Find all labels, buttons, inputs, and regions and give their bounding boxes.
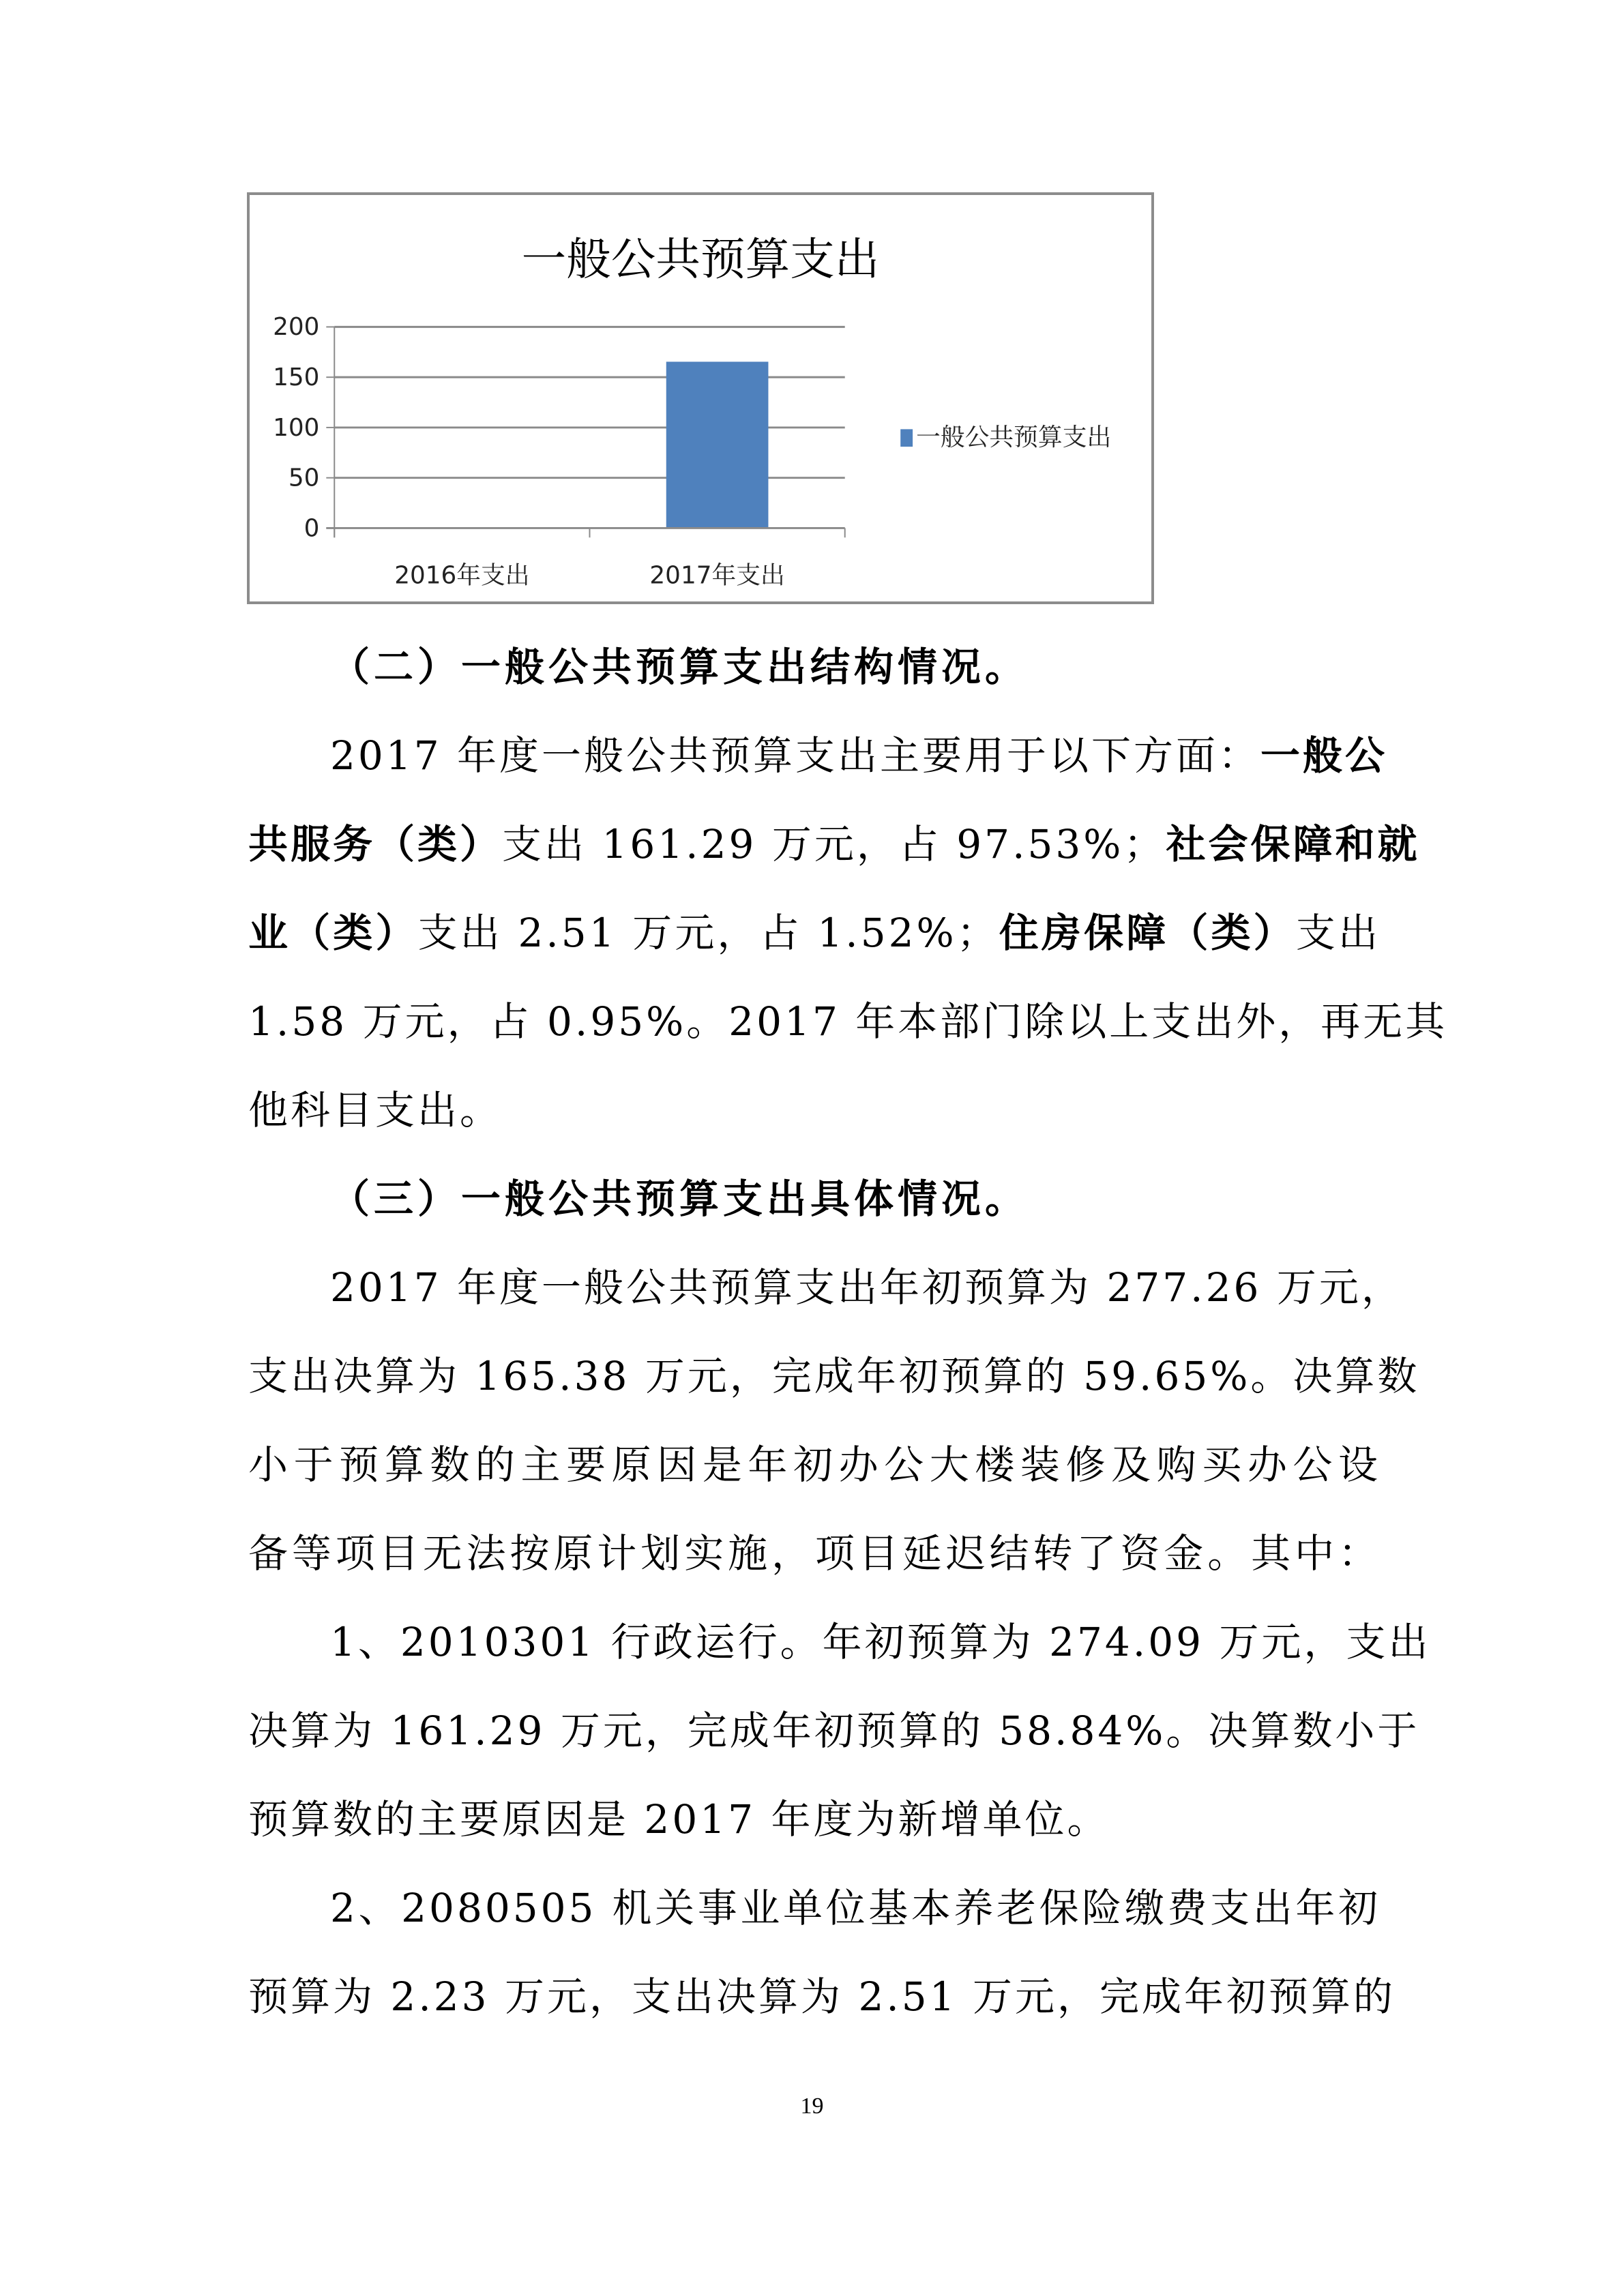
y-tick-label: 0 [304, 514, 320, 543]
section-heading-structure: （二）一般公共预算支出结构情况。 [330, 644, 1029, 690]
paragraph-text: 他科目支出。 [248, 1087, 503, 1133]
item-line: 1、2010301 行政运行。年初预算为 274.09 万元，支出 [330, 1619, 1431, 1665]
legend-swatch [900, 429, 913, 447]
paragraph-text: 1.58 万元，占 0.95%。2017 年本部门除以上支出外，再无其 [248, 998, 1448, 1045]
bold-category-text: 住房保障（类） [999, 910, 1296, 956]
chart-canvas [250, 195, 1151, 601]
paragraph-line [248, 817, 1420, 871]
paragraph-line [248, 994, 1448, 1049]
x-category-label: 2017年支出 [649, 561, 785, 590]
paragraph-text: 2017 年度一般公共预算支出主要用于以下方面： [330, 732, 1261, 779]
bar-chart [247, 192, 1154, 604]
legend-label: 一般公共预算支出 [916, 423, 1112, 452]
bold-category-text: 业（类） [248, 910, 418, 956]
item-line: 2、2080505 机关事业单位基本养老保险缴费支出年初 [330, 1885, 1381, 1931]
paragraph-line [248, 906, 1381, 960]
chart-title: 一般公共预算支出 [521, 233, 880, 286]
bar-2017年支出 [666, 361, 769, 528]
page-number: 19 [800, 2093, 824, 2119]
section-heading-details: （三）一般公共预算支出具体情况。 [330, 1176, 1029, 1222]
paragraph-line [248, 728, 1388, 783]
bold-category-text: 社会保障和就 [1166, 821, 1420, 867]
paragraph-line: 2017 年度一般公共预算支出年初预算为 277.26 万元， [330, 1264, 1404, 1311]
y-tick-label: 100 [273, 413, 320, 442]
paragraph-text: 支出 2.51 万元，占 1.52%； [417, 910, 999, 956]
x-category-label: 2016年支出 [394, 561, 530, 590]
bold-category-text: 一般公 [1260, 732, 1388, 779]
y-tick-label: 150 [273, 363, 320, 391]
y-tick-label: 50 [288, 464, 320, 492]
item-line: 决算为 161.29 万元，完成年初预算的 58.84%。决算数小于 [248, 1708, 1420, 1754]
paragraph-line: 支出决算为 165.38 万元，完成年初预算的 59.65%。决算数 [248, 1353, 1420, 1399]
paragraph-text: 支出 161.29 万元，占 97.53%； [502, 821, 1166, 867]
item-line: 预算为 2.23 万元，支出决算为 2.51 万元，完成年初预算的 [248, 1973, 1396, 2020]
bold-category-text: 共服务（类） [248, 821, 503, 867]
paragraph-line [248, 1083, 1381, 1137]
paragraph-text: 支出 [1295, 910, 1381, 956]
paragraph-line: 小于预算数的主要原因是年初办公大楼装修及购买办公设 [248, 1442, 1381, 1488]
y-tick-label: 200 [273, 313, 320, 342]
paragraph-line: 备等项目无法按原计划实施，项目延迟结转了资金。其中： [248, 1530, 1381, 1577]
item-line: 预算数的主要原因是 2017 年度为新增单位。 [248, 1796, 1110, 1843]
